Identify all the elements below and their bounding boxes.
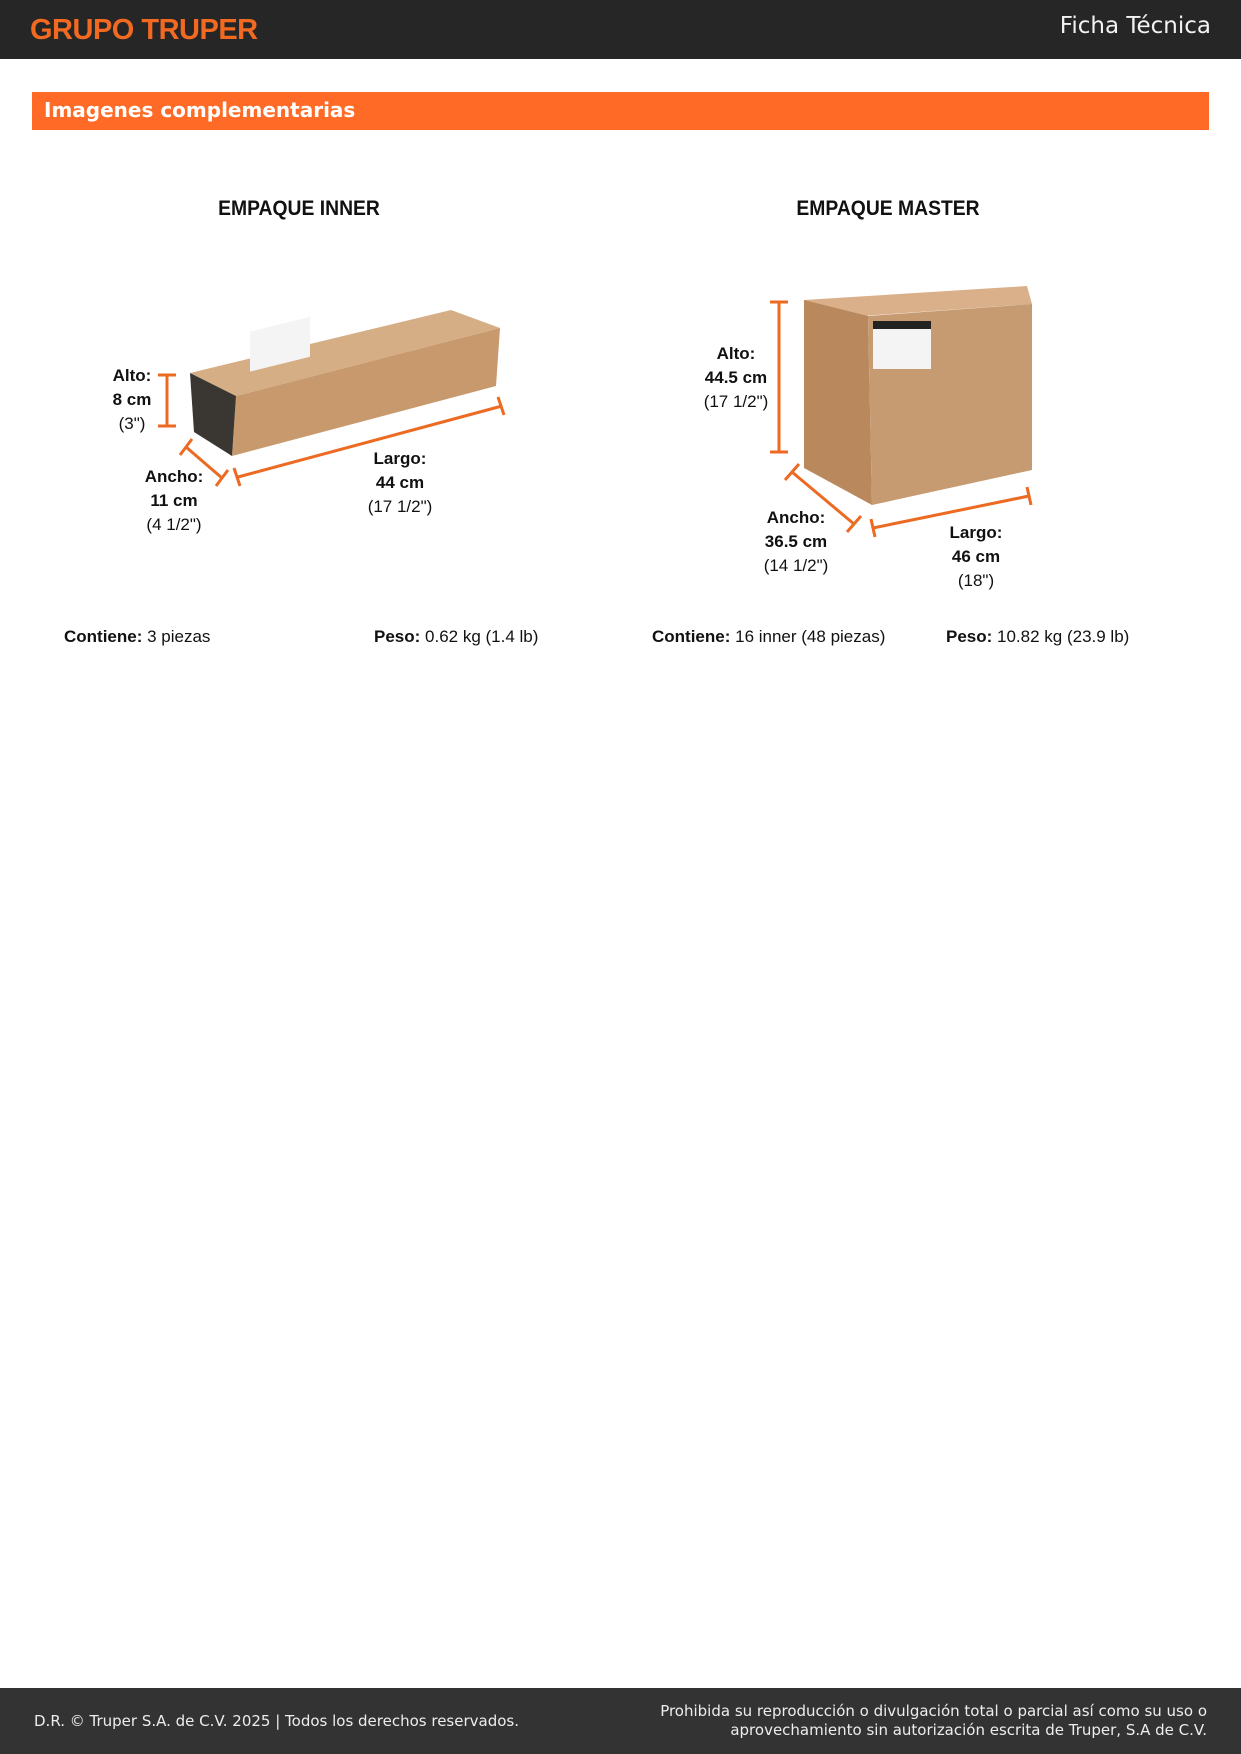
inner-largo-inch: (17 1/2") (367, 497, 433, 516)
section-header (32, 92, 1209, 130)
master-alto-cm: 44.5 cm (704, 368, 768, 387)
master-ancho-title: Ancho: (766, 508, 826, 527)
inner-alto-cm: 8 cm (112, 390, 152, 409)
master-peso-value: 10.82 kg (23.9 lb) (992, 627, 1130, 646)
master-largo-title: Largo: (949, 523, 1003, 542)
master-title: EMPAQUE MASTER (796, 197, 980, 220)
inner-largo-label (350, 447, 450, 519)
inner-alto-title: Alto: (112, 366, 152, 385)
inner-ancho-label (124, 465, 224, 537)
master-largo-label (926, 521, 1026, 593)
inner-ancho-cm: 11 cm (150, 491, 198, 510)
footer-disclaimer-line2: aprovechamiento sin autorización escrita de Truper, S.A de C.V. (730, 1721, 1207, 1739)
master-alto-label (686, 342, 786, 414)
inner-title: EMPAQUE INNER (218, 197, 380, 220)
master-alto-title: Alto: (716, 344, 756, 363)
document-type: Ficha Técnica (1059, 13, 1211, 39)
master-largo-cm: 46 cm (951, 547, 1001, 566)
section-title: Imagenes complementarias (44, 98, 356, 122)
master-largo-inch: (18") (957, 571, 995, 590)
inner-peso-value: 0.62 kg (1.4 lb) (420, 627, 539, 646)
master-ancho-inch: (14 1/2") (763, 556, 829, 575)
master-box-label-header (873, 321, 931, 329)
footer-disclaimer-line1: Prohibida su reproducción o divulgación total o parcial así como su uso o (660, 1702, 1207, 1720)
inner-contiene (64, 627, 210, 647)
header-bar (0, 0, 1241, 59)
master-box-side-face (804, 300, 872, 505)
inner-largo-cm: 44 cm (375, 473, 425, 492)
inner-peso (374, 627, 538, 647)
master-contiene (652, 627, 885, 647)
inner-ancho-title: Ancho: (144, 467, 204, 486)
inner-ancho-inch: (4 1/2") (146, 515, 202, 534)
inner-largo-title: Largo: (373, 449, 427, 468)
master-ancho-label (746, 506, 846, 578)
footer-copyright: D.R. © Truper S.A. de C.V. 2025 | Todos los derechos reservados. (34, 1712, 519, 1730)
inner-box-illustration (0, 290, 560, 530)
master-peso (946, 627, 1129, 647)
inner-contiene-value: 3 piezas (142, 627, 211, 646)
master-peso-label: Peso: (946, 627, 993, 646)
inner-alto-label (92, 364, 172, 436)
inner-alto-inch: (3") (118, 414, 146, 433)
master-contiene-label: Contiene: (652, 627, 731, 646)
inner-peso-label: Peso: (374, 627, 421, 646)
brand-logo: GRUPO TRUPER (30, 14, 258, 46)
master-ancho-cm: 36.5 cm (764, 532, 828, 551)
inner-contiene-label: Contiene: (64, 627, 143, 646)
footer-bar (0, 1688, 1241, 1754)
master-contiene-value: 16 inner (48 piezas) (730, 627, 886, 646)
master-alto-inch: (17 1/2") (703, 392, 769, 411)
footer-disclaimer (647, 1702, 1207, 1740)
